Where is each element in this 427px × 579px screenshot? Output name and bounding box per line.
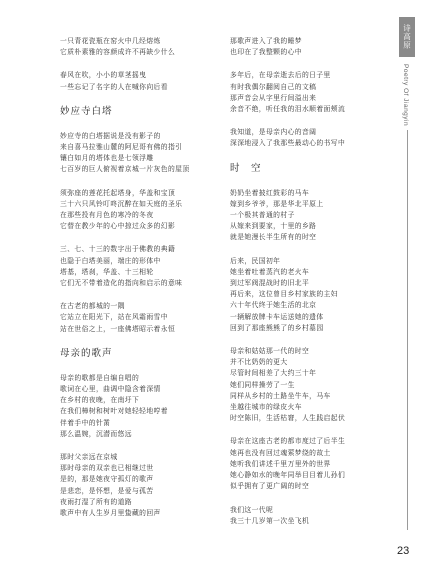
poem-line: 一个极其普通的村子 xyxy=(230,211,295,220)
poem-line: 她们同样操劳了一生 xyxy=(230,380,295,389)
poem-line: 夜雨打湿了所有的道路 xyxy=(60,497,132,506)
poem-line: 那么温婉，沉潜而悠远 xyxy=(60,429,132,438)
poem-stanza xyxy=(60,373,230,440)
poem-line: 须弥座的莲花托起塔身，华盖和宝顶 xyxy=(60,188,176,197)
poem-line: 到过军阀混战时的旧北平 xyxy=(230,279,310,288)
poem-line: 妙应寺的白塔据说是没有影子的 xyxy=(60,131,161,140)
poem-line: 多年后，在母亲逝去后的日子里 xyxy=(230,71,331,80)
section-subtitle: Poetry Of Jiangyin xyxy=(402,64,409,127)
right-column xyxy=(230,36,400,539)
poem-line: 并不比奶奶的更大 xyxy=(230,358,288,367)
poem-line: 那声音会从字里行间溢出来 xyxy=(230,93,317,102)
poem-line: 是的，那是她夜守孤灯的歌声 xyxy=(60,475,154,484)
poem-stanza xyxy=(60,244,230,289)
poem-line: 一些忘记了名字的人在喊你向后看 xyxy=(60,82,168,91)
poem-line: 在我们樟树和树叶对她轻轻地哼着 xyxy=(60,407,168,416)
poem-stanza xyxy=(60,452,230,519)
poem-line: 深深地浸入了我那些最动心的书写中 xyxy=(230,139,346,148)
poem-line: 似乎拥有了更广阔的时空 xyxy=(230,482,310,491)
poem-stanza xyxy=(230,256,400,334)
poem-line: 镶白如月的塔体也是七领浮雕 xyxy=(60,154,154,163)
poem-line: 回到了那座熊熊了的乡村墓园 xyxy=(230,323,324,332)
poem-line: 也隐于白塔美丽，端庄的形体中 xyxy=(60,256,161,265)
poem-line: 在古老的都城的一隅 xyxy=(60,302,125,311)
poem-line: 奶奶坐着披红鼓彩的马车 xyxy=(230,188,310,197)
poem-line: 三十六只风铃叮咚沉醉在如天庭的圣乐 xyxy=(60,199,183,208)
poem-stanza xyxy=(230,505,400,527)
poem-line: 她坐着吐着蒸汽的老火车 xyxy=(230,267,310,276)
poem-line: 歌声中有人生岁月里蛰藏的回声 xyxy=(60,509,161,518)
poem-stanza xyxy=(230,36,400,58)
poem-stanza xyxy=(230,188,400,244)
poem-line: 一辆解放牌卡车运送她的遗体 xyxy=(230,312,324,321)
poem-line: 再后来，这位曾目乡村家族的主妇 xyxy=(230,290,338,299)
poem-line: 它站立在阳光下，站在风霜雨雪中 xyxy=(60,313,168,322)
poem-line: 塔基，塔刹，华盖、十三相轮 xyxy=(60,267,154,276)
poem-line: 春风在吹，小小的草茎摇曳 xyxy=(60,71,147,80)
poem-line: 从嫁来到要家，十里的乡路 xyxy=(230,222,317,231)
poem-title: 妙应寺白塔 xyxy=(60,105,113,117)
poem-line: 来自喜马拉雅山麓的阿尼哥有佛的指引 xyxy=(60,143,183,152)
poem-line: 站在世俗之上，一座佛塔昭示着永恒 xyxy=(60,324,176,333)
poem-line: 就是她漫长半生所有的时空 xyxy=(230,233,317,242)
section-tab xyxy=(399,17,415,57)
poem-line: 它们无不带着造化的指向和启示的意味 xyxy=(60,279,183,288)
left-column xyxy=(60,36,230,531)
poem-stanza xyxy=(230,436,400,492)
poem-line: 是悲恋，是怀想，是爱与孤苦 xyxy=(60,486,154,495)
poem-stanza xyxy=(230,346,400,424)
poem-line: 时空陈旧，生活枯窘，人生践启起伏 xyxy=(230,414,346,423)
poem-line: 它质朴素雅的容颜成许不再缺少什么 xyxy=(60,48,176,57)
poem-line: 我三十几岁第一次坐飞机 xyxy=(230,516,310,525)
poem-stanza xyxy=(60,36,230,58)
poem-stanza xyxy=(60,301,230,335)
poem-title: 时 空 xyxy=(230,162,262,174)
poem-line: 余音不绝，听任我的泪水顺着面颊流 xyxy=(230,105,346,114)
poem-line: 母亲和姑姑那一代的时空 xyxy=(230,347,310,356)
poem-line: 那时父亲远在京城 xyxy=(60,453,118,462)
poem-line: 也印在了我整颗的心中 xyxy=(230,48,302,57)
section-tab-label: 诗高原 xyxy=(402,24,412,50)
poem-line: 在那些投有月色的寒冷的冬夜 xyxy=(60,211,154,220)
poem-stanza xyxy=(60,188,230,233)
poem-line: 那歌声进入了我的睡梦 xyxy=(230,37,302,45)
poem-line: 坐越往城市的绿皮火车 xyxy=(230,403,302,412)
poem-stanza xyxy=(230,70,400,115)
poem-line: 她再也没有回过魂萦梦绕的故土 xyxy=(230,448,331,457)
poem-line: 在乡村的夜晚，在南圩下 xyxy=(60,396,140,405)
poem-line: 我们这一代呢 xyxy=(230,505,274,514)
poem-line: 后来，民国初年 xyxy=(230,256,281,265)
poem-line: 歌词在心里，曲调中隐含着深情 xyxy=(60,385,161,394)
poem-line: 它替在教少年的心中掠过众多的幻影 xyxy=(60,222,176,231)
poem-line: 伴着手中的针黹 xyxy=(60,418,111,427)
poem-line: 她心静如水的晚年同举目目着儿孙们 xyxy=(230,471,346,480)
poem-stanza xyxy=(230,127,400,149)
page-number: 23 xyxy=(397,545,410,557)
poem-line: 七百岁的巨人俯视着京城一片灰色的屋顶 xyxy=(60,165,190,174)
poem-line: 六十年代终于她生活的北京 xyxy=(230,301,317,310)
poem-line: 三、七、十三的数字出于佛教的典籍 xyxy=(60,245,176,254)
poem-line: 母亲在这座古老的都市度过了后半生 xyxy=(230,437,346,446)
poem-line: 有时我偶尔翻阅自己的文稿 xyxy=(230,82,317,91)
poem-stanza xyxy=(60,131,230,176)
poem-line: 嫁到乡爷爷，那是华北平原上 xyxy=(230,199,324,208)
poem-line: 母亲的歌都是自编自唱的 xyxy=(60,373,140,382)
poem-line: 那时母亲的双亲也已相继过世 xyxy=(60,464,154,473)
poem-line: 同样从乡村的土路坐牛车，马车 xyxy=(230,391,331,400)
poem-line: 尽管时间相差了大约三十年 xyxy=(230,369,317,378)
poem-line: 一只青花瓷瓶在窑火中几经熔炼 xyxy=(60,37,161,45)
poem-title: 母亲的歌声 xyxy=(60,347,113,359)
poem-line: 她听我们讲述千里万里外的世界 xyxy=(230,459,331,468)
poem-stanza xyxy=(60,70,230,92)
poem-line: 我知道，是母亲内心的音阔 xyxy=(230,128,317,137)
side-divider xyxy=(407,130,408,530)
